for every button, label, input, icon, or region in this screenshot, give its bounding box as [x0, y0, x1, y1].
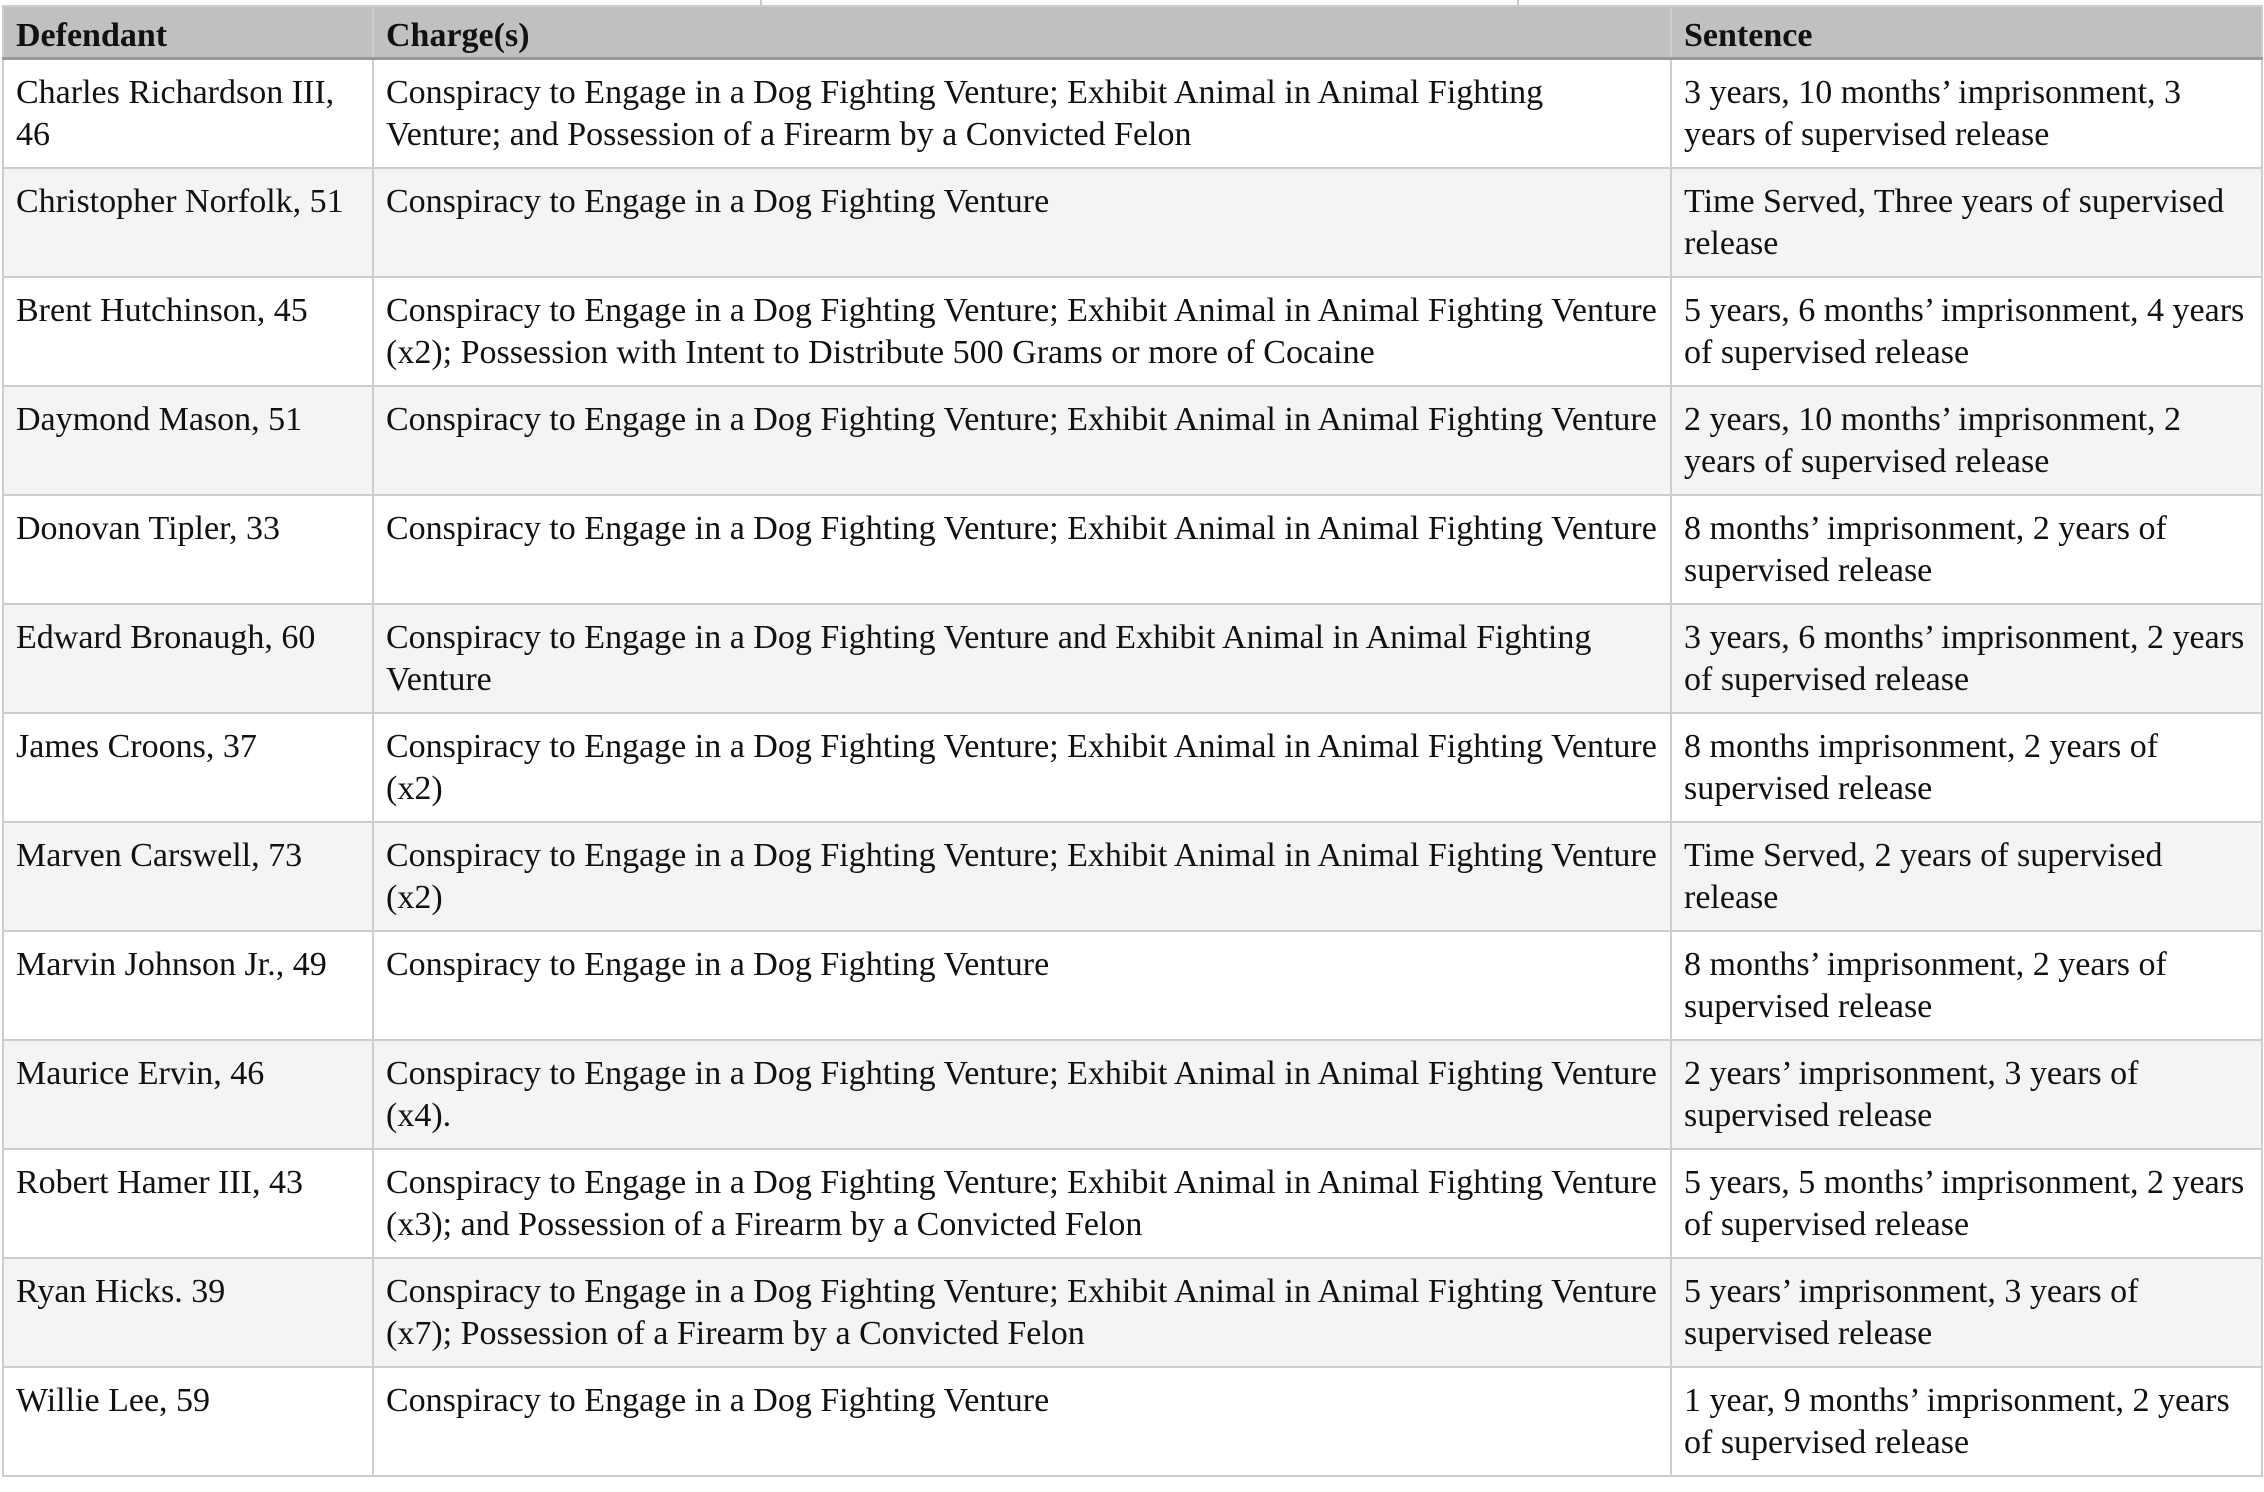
charges-cell: Conspiracy to Engage in a Dog Fighting Venture; Exhibit Animal in Animal Fighting Venture (x2): [373, 713, 1671, 822]
charges-cell: Conspiracy to Engage in a Dog Fighting Venture; Exhibit Animal in Animal Fighting Venture (x2): [373, 822, 1671, 931]
table-row: [3, 1149, 2262, 1258]
defendant-cell: Marvin Johnson Jr., 49: [3, 931, 373, 1040]
table-row: [3, 59, 2262, 168]
charges-cell: Conspiracy to Engage in a Dog Fighting Venture; Exhibit Animal in Animal Fighting Venture (x7); Possession of a Firearm by a Convicted Felon: [373, 1258, 1671, 1367]
sentence-cell: 5 years, 6 months’ imprisonment, 4 years of supervised release: [1671, 277, 2262, 386]
sentence-cell: 5 years’ imprisonment, 3 years of supervised release: [1671, 1258, 2262, 1367]
charges-cell: Conspiracy to Engage in a Dog Fighting Venture; Exhibit Animal in Animal Fighting Venture: [373, 386, 1671, 495]
charges-cell: Conspiracy to Engage in a Dog Fighting Venture; Exhibit Animal in Animal Fighting Venture (x2); Possession with Intent to Distribute 500 Grams or more of Cocaine: [373, 277, 1671, 386]
defendant-cell: Daymond Mason, 51: [3, 386, 373, 495]
sentence-cell: 1 year, 9 months’ imprisonment, 2 years of supervised release: [1671, 1367, 2262, 1476]
defendant-cell: Robert Hamer III, 43: [3, 1149, 373, 1258]
table-row: [3, 822, 2262, 931]
table-body: [3, 59, 2262, 1476]
sentence-cell: Time Served, 2 years of supervised release: [1671, 822, 2262, 931]
sentence-cell: 3 years, 10 months’ imprisonment, 3 years of supervised release: [1671, 59, 2262, 168]
defendant-cell: Christopher Norfolk, 51: [3, 168, 373, 277]
defendant-cell: Ryan Hicks. 39: [3, 1258, 373, 1367]
charges-cell: Conspiracy to Engage in a Dog Fighting Venture and Exhibit Animal in Animal Fighting Venture: [373, 604, 1671, 713]
charges-cell: Conspiracy to Engage in a Dog Fighting Venture; Exhibit Animal in Animal Fighting Venture; and Possession of a Firearm by a Convicted Felon: [373, 59, 1671, 168]
charges-cell: Conspiracy to Engage in a Dog Fighting Venture; Exhibit Animal in Animal Fighting Venture: [373, 495, 1671, 604]
table-row: [3, 604, 2262, 713]
column-header-charges: Charge(s): [373, 6, 1671, 59]
table-row: [3, 931, 2262, 1040]
defendant-cell: Brent Hutchinson, 45: [3, 277, 373, 386]
defendant-cell: Willie Lee, 59: [3, 1367, 373, 1476]
charges-cell: Conspiracy to Engage in a Dog Fighting Venture; Exhibit Animal in Animal Fighting Venture (x3); and Possession of a Firearm by a Convicted Felon: [373, 1149, 1671, 1258]
sentence-cell: 2 years’ imprisonment, 3 years of supervised release: [1671, 1040, 2262, 1149]
sentence-cell: 3 years, 6 months’ imprisonment, 2 years of supervised release: [1671, 604, 2262, 713]
table-row: [3, 1367, 2262, 1476]
defendant-cell: James Croons, 37: [3, 713, 373, 822]
column-header-defendant: Defendant: [3, 6, 373, 59]
column-header-sentence: Sentence: [1671, 6, 2262, 59]
sentence-cell: 5 years, 5 months’ imprisonment, 2 years of supervised release: [1671, 1149, 2262, 1258]
defendant-cell: Maurice Ervin, 46: [3, 1040, 373, 1149]
table-row: [3, 1040, 2262, 1149]
table-row: [3, 495, 2262, 604]
charges-cell: Conspiracy to Engage in a Dog Fighting Venture; Exhibit Animal in Animal Fighting Venture (x4).: [373, 1040, 1671, 1149]
table-row: [3, 713, 2262, 822]
sentence-cell: 8 months’ imprisonment, 2 years of supervised release: [1671, 495, 2262, 604]
sentence-cell: 2 years, 10 months’ imprisonment, 2 years of supervised release: [1671, 386, 2262, 495]
sentencing-table: [2, 5, 2263, 1477]
sentence-cell: Time Served, Three years of supervised release: [1671, 168, 2262, 277]
sentence-cell: 8 months’ imprisonment, 2 years of supervised release: [1671, 931, 2262, 1040]
table-row: [3, 277, 2262, 386]
defendant-cell: Donovan Tipler, 33: [3, 495, 373, 604]
charges-cell: Conspiracy to Engage in a Dog Fighting Venture: [373, 168, 1671, 277]
table-row: [3, 168, 2262, 277]
defendant-cell: Edward Bronaugh, 60: [3, 604, 373, 713]
defendant-cell: Charles Richardson III, 46: [3, 59, 373, 168]
header-row: [3, 6, 2262, 59]
table-header: [3, 6, 2262, 59]
charges-cell: Conspiracy to Engage in a Dog Fighting Venture: [373, 1367, 1671, 1476]
table-row: [3, 1258, 2262, 1367]
charges-cell: Conspiracy to Engage in a Dog Fighting Venture: [373, 931, 1671, 1040]
table-row: [3, 386, 2262, 495]
defendant-cell: Marven Carswell, 73: [3, 822, 373, 931]
sentence-cell: 8 months imprisonment, 2 years of supervised release: [1671, 713, 2262, 822]
